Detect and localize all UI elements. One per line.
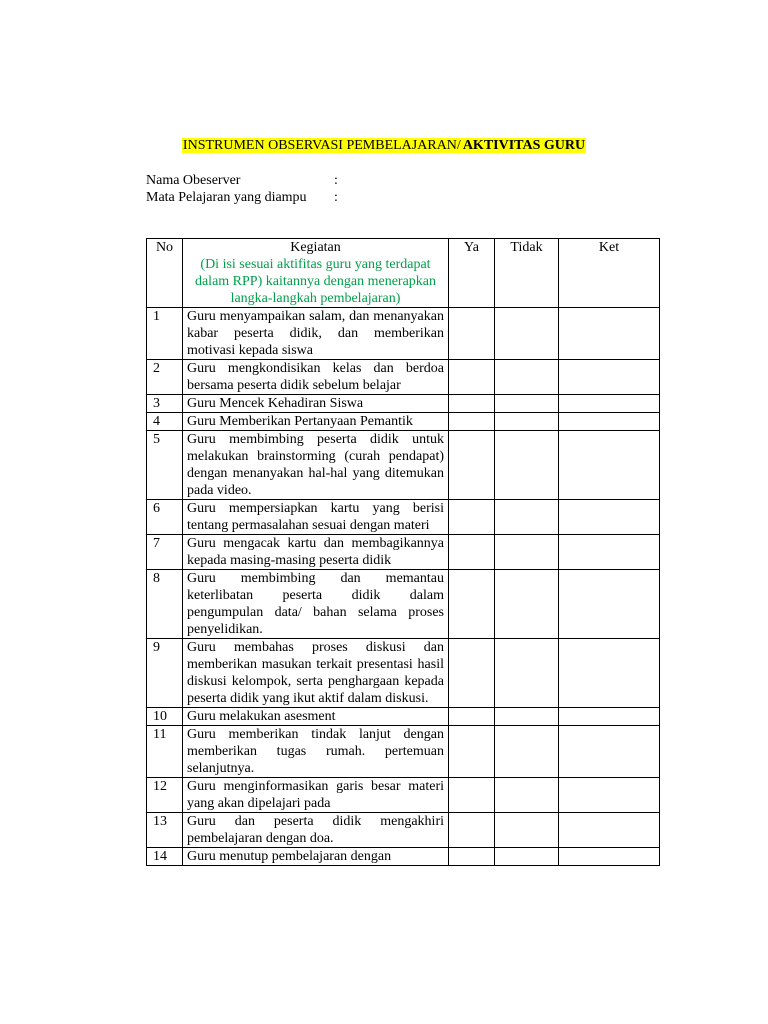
table-row [147,535,660,570]
header-ya: Ya [449,239,495,308]
row-ya-cell[interactable] [449,778,495,813]
table-row [147,639,660,708]
row-ya-cell[interactable] [449,500,495,535]
row-tidak-cell[interactable] [495,848,559,866]
table-row [147,395,660,413]
observer-separator: : [334,173,338,188]
row-kegiatan: Guru menyampaikan salam, dan menanyakan kabar peserta didik, dan memberikan motivasi kepada siswa [183,308,449,360]
table-row [147,813,660,848]
table-row [147,570,660,639]
header-kegiatan-label: Kegiatan [290,240,341,255]
row-ket-cell[interactable] [559,570,660,639]
row-tidak-cell[interactable] [495,500,559,535]
row-number: 8 [147,570,183,639]
header-kegiatan [183,239,449,308]
row-tidak-cell[interactable] [495,639,559,708]
row-ya-cell[interactable] [449,308,495,360]
row-number: 14 [147,848,183,866]
row-ya-cell[interactable] [449,413,495,431]
row-tidak-cell[interactable] [495,360,559,395]
row-ket-cell[interactable] [559,360,660,395]
row-tidak-cell[interactable] [495,413,559,431]
row-number: 10 [147,708,183,726]
row-ya-cell[interactable] [449,726,495,778]
title-part-1: INSTRUMEN OBSERVASI PEMBELAJARAN/ [182,138,461,153]
row-ket-cell[interactable] [559,431,660,500]
row-kegiatan: Guru mengkondisikan kelas dan berdoa bersama peserta didik sebelum belajar [183,360,449,395]
row-ya-cell[interactable] [449,535,495,570]
row-number: 6 [147,500,183,535]
row-number: 13 [147,813,183,848]
row-ya-cell[interactable] [449,848,495,866]
row-ket-cell[interactable] [559,848,660,866]
row-tidak-cell[interactable] [495,726,559,778]
row-ket-cell[interactable] [559,639,660,708]
row-tidak-cell[interactable] [495,708,559,726]
table-header-row [147,239,660,308]
table-row [147,500,660,535]
table-row [147,431,660,500]
table-row [147,778,660,813]
header-kegiatan-note: (Di isi sesuai aktifitas guru yang terdapat dalam RPP) kaitannya dengan menerapkan langka-langkah pembelajaran) [194,257,437,306]
row-number: 7 [147,535,183,570]
row-ya-cell[interactable] [449,570,495,639]
row-kegiatan: Guru Mencek Kehadiran Siswa [183,395,449,413]
row-number: 4 [147,413,183,431]
row-ket-cell[interactable] [559,500,660,535]
row-kegiatan: Guru dan peserta didik mengakhiri pembelajaran dengan doa. [183,813,449,848]
row-tidak-cell[interactable] [495,431,559,500]
row-kegiatan: Guru membimbing peserta didik untuk melakukan brainstorming (curah pendapat) dengan menanyakan hal-hal yang ditemukan pada video. [183,431,449,500]
row-ket-cell[interactable] [559,395,660,413]
row-kegiatan: Guru membahas proses diskusi dan memberikan masukan terkait presentasi hasil diskusi kelompok, serta penghargaan kepada peserta didik yang ikut aktif dalam diskusi. [183,639,449,708]
observation-table [146,238,660,866]
row-number: 5 [147,431,183,500]
row-ket-cell[interactable] [559,535,660,570]
row-tidak-cell[interactable] [495,778,559,813]
row-ya-cell[interactable] [449,395,495,413]
subject-separator: : [334,190,338,205]
row-ya-cell[interactable] [449,813,495,848]
table-row [147,360,660,395]
table-body [147,308,660,866]
row-ket-cell[interactable] [559,308,660,360]
row-tidak-cell[interactable] [495,570,559,639]
row-kegiatan: Guru melakukan asesment [183,708,449,726]
row-kegiatan: Guru mempersiapkan kartu yang berisi tentang permasalahan sesuai dengan materi [183,500,449,535]
row-ket-cell[interactable] [559,413,660,431]
row-ket-cell[interactable] [559,778,660,813]
row-ket-cell[interactable] [559,726,660,778]
table-row [147,726,660,778]
row-tidak-cell[interactable] [495,813,559,848]
row-kegiatan: Guru mengacak kartu dan membagikannya kepada masing-masing peserta didik [183,535,449,570]
row-number: 9 [147,639,183,708]
row-ket-cell[interactable] [559,708,660,726]
row-number: 11 [147,726,183,778]
row-kegiatan: Guru Memberikan Pertanyaan Pemantik [183,413,449,431]
row-kegiatan: Guru membimbing dan memantau keterlibatan peserta didik dalam pengumpulan data/ bahan selama proses penyelidikan. [183,570,449,639]
row-ya-cell[interactable] [449,431,495,500]
observer-row [146,172,338,189]
header-ket: Ket [559,239,660,308]
header-no: No [147,239,183,308]
table-row [147,708,660,726]
row-tidak-cell[interactable] [495,308,559,360]
row-tidak-cell[interactable] [495,395,559,413]
row-ya-cell[interactable] [449,708,495,726]
header-tidak: Tidak [495,239,559,308]
row-kegiatan: Guru menginformasikan garis besar materi yang akan dipelajari pada [183,778,449,813]
row-number: 12 [147,778,183,813]
table-row [147,308,660,360]
row-ya-cell[interactable] [449,360,495,395]
table-row [147,413,660,431]
row-number: 1 [147,308,183,360]
row-ket-cell[interactable] [559,813,660,848]
subject-label: Mata Pelajaran yang diampu [146,190,307,205]
row-number: 2 [147,360,183,395]
row-kegiatan: Guru memberikan tindak lanjut dengan memberikan tugas rumah. pertemuan selanjutnya. [183,726,449,778]
row-ya-cell[interactable] [449,639,495,708]
row-number: 3 [147,395,183,413]
title-part-2: AKTIVITAS GURU [462,138,586,153]
row-kegiatan: Guru menutup pembelajaran dengan [183,848,449,866]
observer-label: Nama Obeserver [146,173,241,188]
table-row [147,848,660,866]
subject-row [146,189,338,206]
document-title [0,137,768,154]
row-tidak-cell[interactable] [495,535,559,570]
